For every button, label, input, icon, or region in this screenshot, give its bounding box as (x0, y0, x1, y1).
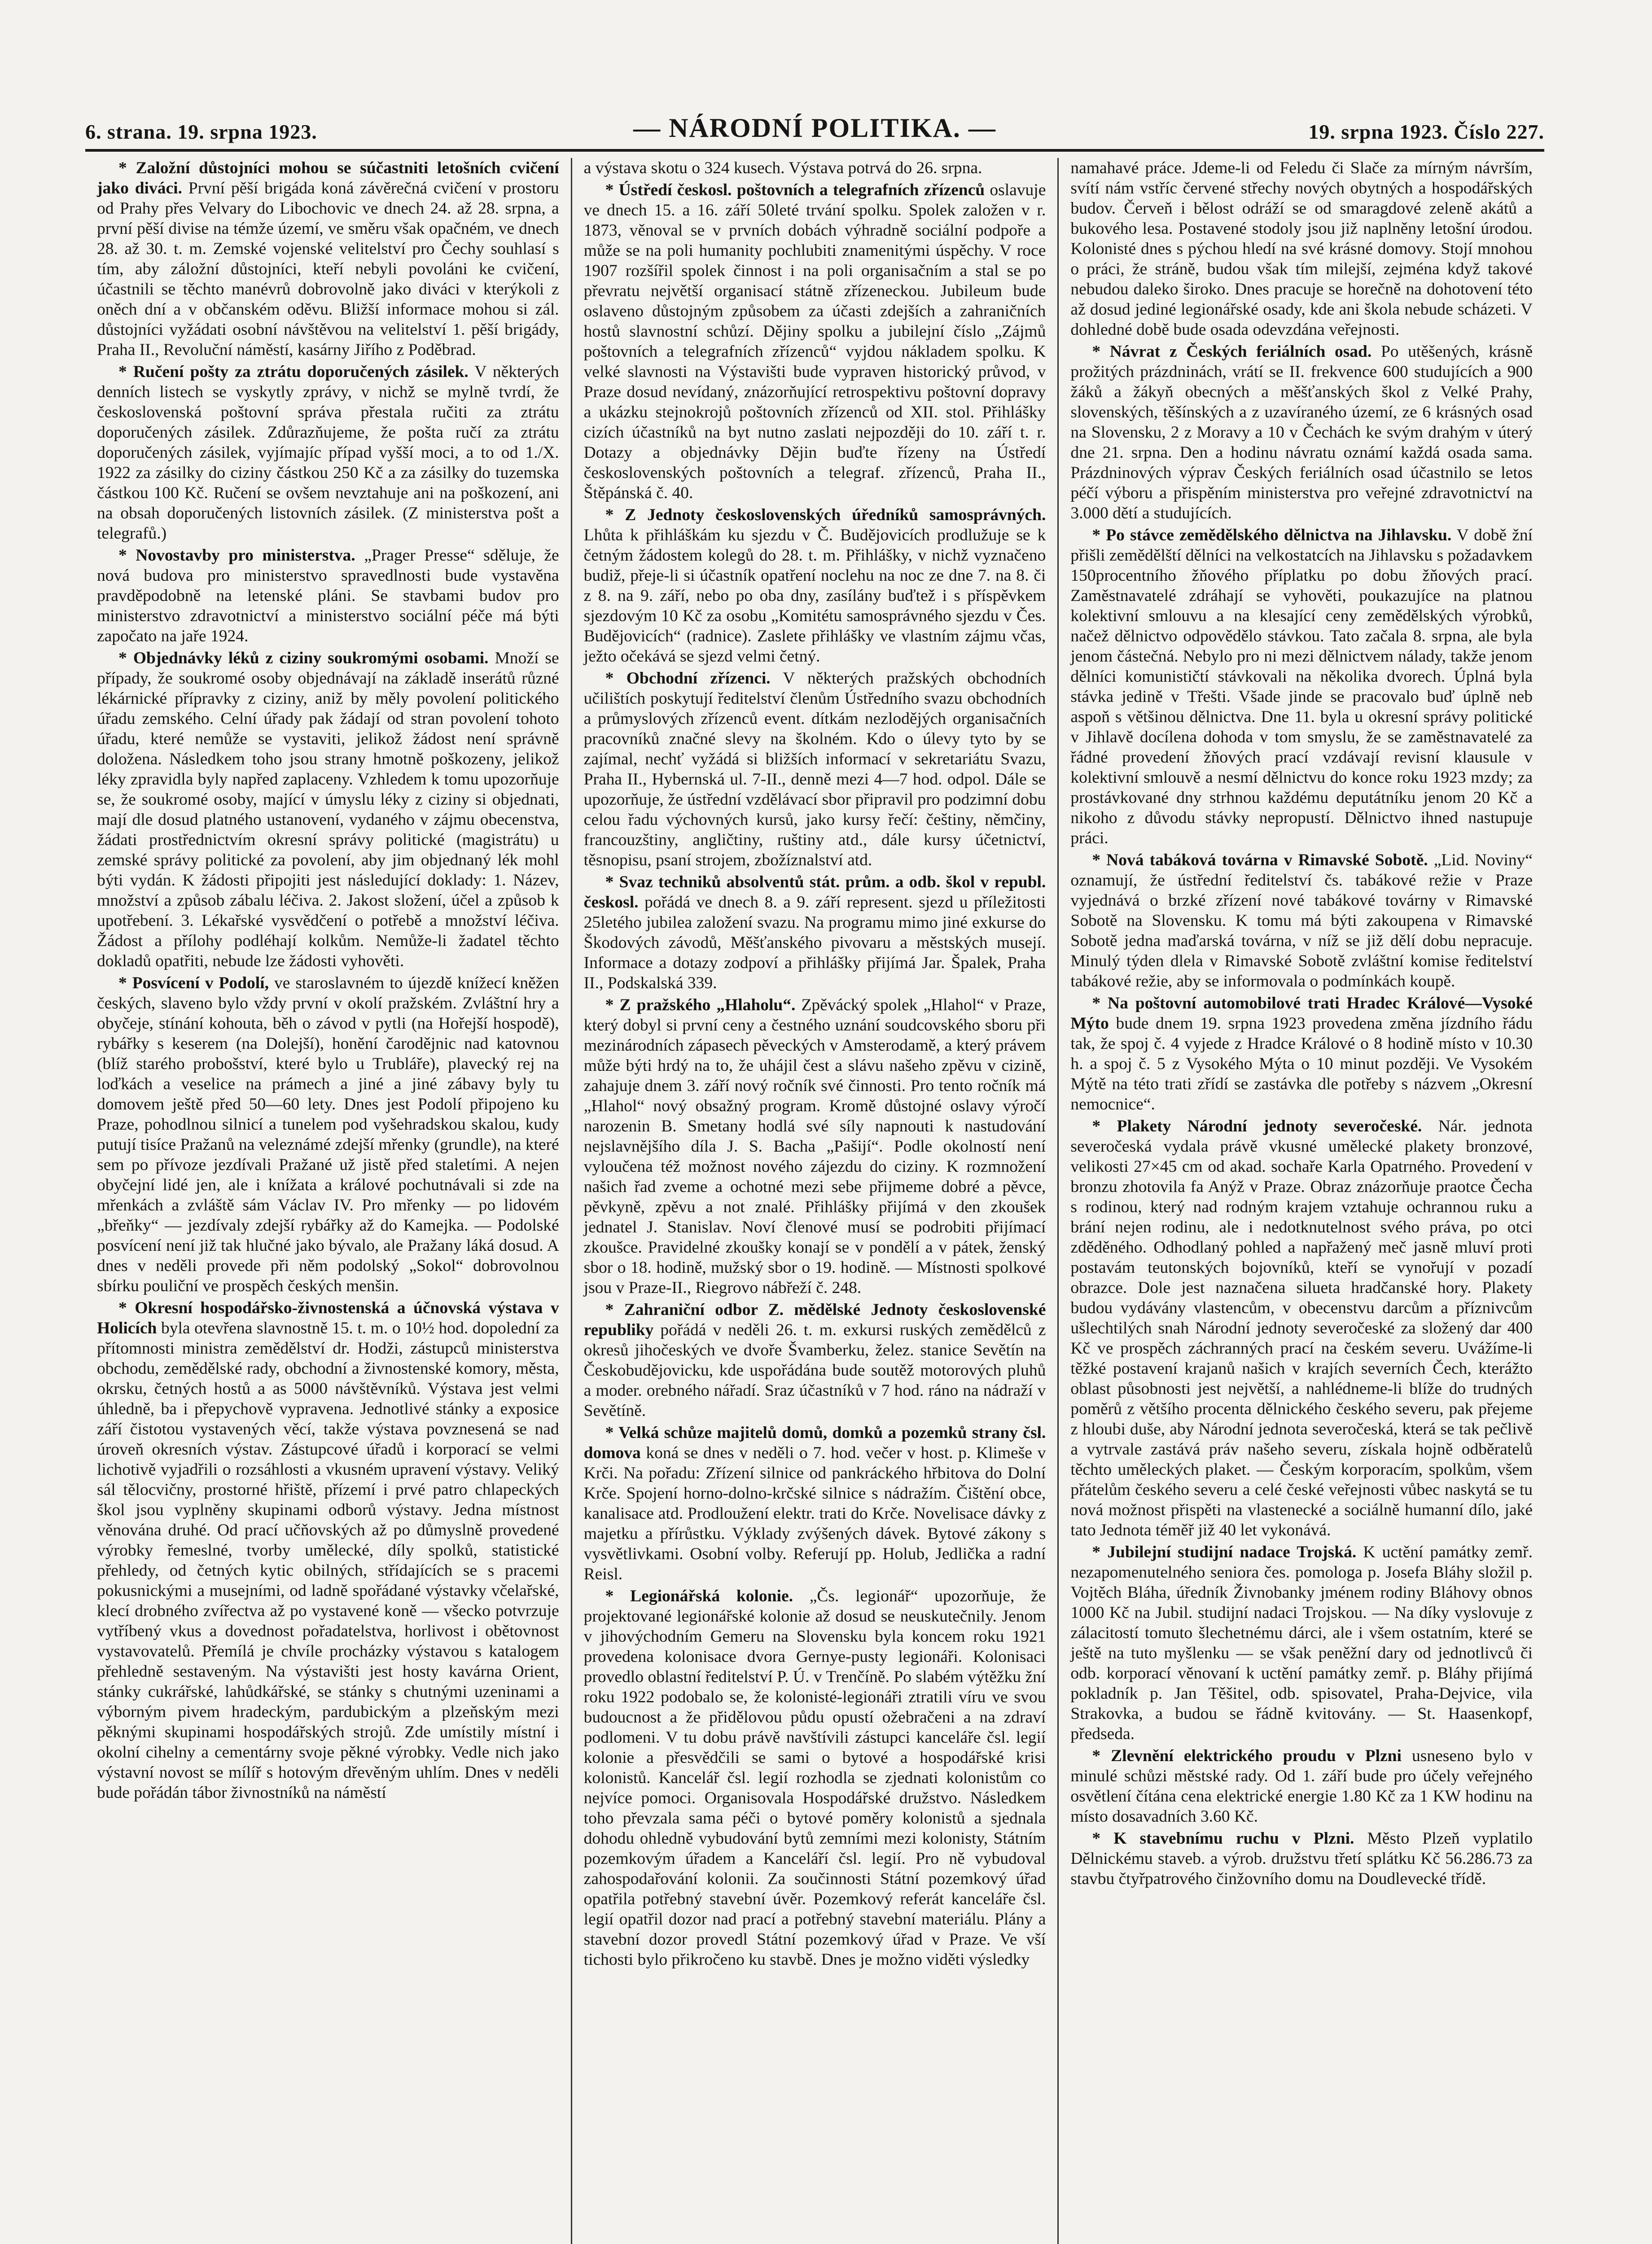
article-body: Zpěvácký spolek „Hlahol“ v Praze, který dobyl si první ceny a čestného uznání soudcovského sboru při mezinárodních zápasech pěveckých v Amsterodamě, a který právem může býti hrdý na to, že uhájil čest a slávu našeho zpěvu v cizině, zahajuje dnem 3. září nový ročník své činnosti. Pro tento ročník má „Hlahol“ nový obsažný program. Kromě důstojné oslavy výročí narozenin B. Smetany hodlá své síly napnouti k nastudování nejslavnějšího díla J. S. Bacha „Pašijí“. Podle okolností není vyloučena též možnost nového zájezdu do ciziny. K rozmnožení našich řad zveme a ochotné mezi sebe přijmeme dobré a pěvce, pěvkyně, zpěvu a not znalé. Přihlášky přijímá v den zkoušek jednatel J. Stanislav. Noví členové musí se podrobiti přijímací zkoušce. Pravidelné zkoušky konají se v pondělí a v pátek, ženský sbor o 18. hodině, mužský sbor o 19. hodině. — Místnosti spolkové jsou v Praze-II., Riegrovo nábřeží č. 248. (583, 996, 1046, 1297)
article-body: pořádá ve dnech 8. a 9. září represent. sjezd u příležitosti 25letého jubilea založení svazu. Na programu mimo jiné exkurse do Škodových závodů, Měšťanského pivovaru a městských musejí. Informace a dotazy zodpoví a přihlášky přijímá Jar. Špalek, Praha II., Podskalská 339. (583, 893, 1046, 992)
article-headline: Jubilejní studijní nadace Trojská. (1107, 1543, 1357, 1561)
article-body: oslavuje ve dnech 15. a 16. září 50leté trvání spolku. Spolek založen v r. 1873, věnoval se v prvních dobách výhradně sociální podpoře a může se na poli humanity pochlubiti znamenitými úspěchy. V roce 1907 rozšířil spolek činnost i na poli organisačním a stal se po převratu největší organisací státně zřízeneckou. Jubileum bude oslaveno důstojným způsobem za účasti zdejších a zahraničních hostů slavnostní schůzí. Dějiny spolku a jubilejní číslo „Zájmů poštovních a telegrafních zřízenců“ vyjdou nákladem spolku. K velké slavnosti na Výstavišti bude vypraven historický průvod, v Praze dosud nevídaný, znázorňující retrospektivu poštovní dopravy a ukázku stejnokrojů poštovních zřízenců od XII. stol. Přihlášky cizích účastníků na byt nutno zaslati nejpozději do 10. září t. r. Dotazy a objednávky Dějin buďte řízeny na Ústředí československých poštovních a telegraf. zřízenců, Praha II., Štěpánská č. 40. (583, 181, 1046, 502)
masthead (85, 103, 1544, 152)
article-headline: Objednávky léků z ciziny soukromými osobami. (133, 649, 489, 667)
bullet-star-icon: * (118, 1299, 135, 1317)
article-body: a výstava skotu o 324 kusech. Výstava potrvá do 26. srpna. (583, 159, 982, 177)
article-body: Lhůta k přihláškám ku sjezdu v Č. Budějovicích prodlužuje se k četným žádostem kolegů do 28. t. m. Přihlášky, v nichž vyznačeno budiž, přeje-li si účastník opatření noclehu na noc ze dne 7. na 8. či z 8. na 9. září, nebo po oba dny, zasílány buďtež i s příspěvkem sjezdovým 10 Kč za osobu „Komitétu samosprávného sjezdu v Čes. Budějovicích“ (radnice). Zaslete přihlášky ve vlastním zájmu včas, ježto očekává se sjezd velmi četný. (583, 526, 1046, 666)
article (1070, 993, 1533, 1114)
article (584, 1423, 1046, 1584)
article-body: byla otevřena slavnostně 15. t. m. o 10½ hod. dopolední za přítomnosti ministra zemědělství dr. Hodži, zástupců ministerstva obchodu, zemědělské rady, obchodní a živnostenské komory, města, okrsku, četných hostů a as 5000 návštěvníků. Výstava jest velmi úhledně, ba i přepychově vypravena. Jednotlivé stánky a exposice září čistotou vystavených věcí, takže výstava povznesená se nad úroveň okresních výstav. Zástupcové úřadů i korporací se velmi lichotivě vyjadřili o rozsáhlosti a vkusném upravení výstavy. Veliký sál tělocvičny, prostorné hřiště, přízemí i prvé patro chlapeckých škol jsou vyplněny skupinami odborů výstavy. Jedna místnost věnována druhé. Od prací učňovských až po důmyslně provedené výrobky řemeslné, tvorby umělecké, díly spolků, statistické přehledy, od četných kytic obilných, střídajících se s pracemi pokusnickými a musejními, od ladně spořádané výstavky včelařské, klecí drobného zvířectva až po vystavené koně — všecko potvrzuje vytříbený vkus a dovednost pořadatelstva, horlivost i obětovnost vystavovatelů. Přemílá je chvíle procházky výstavou s katalogem přehledně sestaveným. Na výstavišti jest hosty kavárna Orient, stánky cukrářské, lahůdkářské, se stánky s chutnými uzeninami a výborným pivem hradeckým, pardubickým a plzeňským mezi pěknými skupinami hospodářských strojů. Zde umístily místní i okolní cihelny a cementárny svoje pěkné výrobky. Vedle nich jako výstavní novost se mílíř s hotovým dřevěným uhlím. Dnes v neděli bude pořádán tábor živnostníků na náměstí (97, 1319, 559, 1802)
bullet-star-icon: * (118, 974, 132, 992)
article-body: pořádá v neděli 26. t. m. exkursi ruských zemědělců z okresů jihočeských ve dvoře Švamberku, želez. stanice Sevětín na Českobudějovicku, kde uspořádána bude soutěž motorových pluhů a moder. orebného nářadí. Sraz účastníků v 7 hod. ráno na nádraží v Sevětíně. (583, 1321, 1046, 1420)
bullet-star-icon: * (118, 159, 136, 177)
article-body: „Prager Presse“ sděluje, že nová budova pro ministerstvo spravedlnosti bude vystavěna pravděpodobně na letenské pláni. Se stavbami budov pro ministerstvo zdravotnictví a ministerstvo sociální péče má býti započato na jaře 1924. (97, 546, 559, 645)
article-headline: Nová tabáková továrna v Rimavské Sobotě. (1106, 851, 1428, 869)
article (97, 362, 559, 543)
bullet-star-icon: * (605, 1587, 631, 1605)
bullet-star-icon: * (605, 181, 619, 199)
article-headline: Zlevnění elektrického proudu v Plzni (1111, 1747, 1402, 1765)
article-body: Město Plzeň vyplatilo Dělnickému staveb. a výrob. družstvu třetí splátku Kč 56.286.73 za stavbu čtyřpatrového činžovního domu na Doudlevecké třídě. (1070, 1829, 1533, 1888)
article (1070, 1116, 1533, 1540)
bullet-star-icon: * (118, 546, 136, 565)
article-body: bude dnem 19. srpna 1923 provedena změna jízdního řádu tak, že spoj č. 4 vyjede z Hradce Králové o 8 hodině místo v 10.30 h. a spoj č. 5 z Vysokého Mýta o 10 minut později. Ve Vysokém Mýtě na této trati zřídí se zastávka dle potřeby s názvem „Okresní nemocnice“. (1070, 1014, 1533, 1113)
article (584, 180, 1046, 503)
article-body: Množí se případy, že soukromé osoby objednávají na základě inserátů různé lékárnické přípravky z ciziny, aniž by měly povolení politického úřadu zemského. Celní úřady pak žádají od stran povolení tohoto úřadu, které nemůže se vystaviti, jelikož žádost není správně doložena. Následkem toho jsou strany hmotně poškozeny, jelikož léky zpravidla byly napřed zaplaceny. Vzhledem k tomu upozorňuje se, že soukromé osoby, mající v úmyslu léky z ciziny si objednati, mají dle dosud platného ustanovení, vydaného v zájmu obecenstva, žádati prostřednictvím okresní správy politické (magistrátu) u zemské správy politické za povolení, aby jim objednaný lék mohl býti vydán. K žádosti připojiti jest následující doklady: 1. Název, množství a způsob zábalu léčiva. 2. Jakost složení, účel a způsob k upotřebení. 3. Lékařské vysvědčení o potřebě a množství léčiva. Žádost a přílohy podléhají kolkům. Nemůže-li žadatel těchto dokladů opatřiti, nebude lze žádosti vyhověti. (97, 649, 559, 970)
article (97, 545, 559, 646)
article-headline: Posvícení v Podolí, (132, 974, 269, 992)
article-headline: K stavebnímu ruchu v Plzni. (1113, 1829, 1354, 1848)
article-body: koná se dnes v neděli o 7. hod. večer v host. p. Klimeše v Krči. Na pořadu: Zřízení silnice od pankráckého hřbitova do Dolní Krče. Spojení horno-dolno-krčské silnice s nádražím. Čištění obce, kanalisace atd. Prodloužení elektr. trati do Krče. Novelisace dávky z majetku a přírůstku. Výklady zvýšených dávek. Bytové zákony s vysvětlivkami. Osobní volby. Referují pp. Holub, Jedlička a radní Reisl. (583, 1444, 1046, 1583)
article-body: namahavé práce. Jdeme-li od Feledu či Slače za mírným návrším, svítí nám vstříc červené střechy nových obytných a hospodářských budov. Červeň i bělost odráží se od smaragdové zeleně akátů a bukového lesa. Postavené stodoly jsou již naplněny letošní úrodou. Kolonisté dnes s pýchou hledí na své krásné domovy. Stojí mnohou o práci, že stráně, budou však tím milejší, zejména když takové nebudou daleko široko. Dnes pracuje se horečně na dohotovení této až dosud jediné legionářské osady, kde ani škola nebude scházeti. V dohledné době bude osada odevzdána veřejnosti. (1070, 159, 1533, 339)
bullet-star-icon: * (605, 996, 620, 1014)
bullet-star-icon: * (1092, 1117, 1117, 1135)
article (584, 1586, 1046, 1970)
article-headline: Novostavby pro ministerstva. (136, 546, 355, 565)
article (584, 995, 1046, 1298)
article-body: V některých pražských obchodních učilištích poskytují ředitelství členům Ústředního svazu obchodních a průmyslových zřízenců event. dítkám nezlodějých organisačních pracovníků značné slevy na školném. Kdo o úlevy tyto by se zajímal, nechť vyžádá si bližších informací v sekretariátu Svazu, Praha II., Hybernská ul. 7-II., denně mezi 4—7 hod. odpol. Dále se upozorňuje, že ústřední vzdělávací sbor připravil pro podzimní dobu celou řadu výchovných kursů, jako kursy řečí: češtiny, němčiny, francouzštiny, angličtiny, ruštiny atd., dále kursy účetnictví, těsnopisu, psaní strojem, zbožíznalství atd. (583, 669, 1046, 869)
article-headline: Ústředí českosl. poštovních a telegrafních zřízenců (618, 181, 985, 199)
bullet-star-icon: * (1092, 342, 1110, 361)
article (1070, 1828, 1533, 1889)
article-headline: Návrat z Českých feriálních osad. (1109, 342, 1372, 361)
article-body: „Lid. Noviny“ oznamují, že ústřední ředitelství čs. tabákové režie v Praze vyjednává o brzké zřízení nové tabákové továrny v Rimavské Sobotě na Slovensku. K tomu má býti zakoupena v Rimavské Sobotě jedna maďarská továrna, v níž se již dělí dobu nepracuje. Minulý týden dlela v Rimavské Sobotě zvláštní komise ředitelství tabákové režie, aby se informovala o podmínkách koupě. (1070, 851, 1533, 991)
article (1070, 850, 1533, 991)
article (1070, 1542, 1533, 1744)
bullet-star-icon: * (1092, 1543, 1108, 1561)
article (1070, 158, 1533, 340)
article (97, 158, 559, 360)
article-headline: Na poštovní automobilové trati Hradec Králové—Vysoké Mýto (1070, 994, 1533, 1033)
bullet-star-icon: * (1092, 526, 1106, 544)
bullet-star-icon: * (1092, 1747, 1111, 1765)
article-body: ve staroslavném to újezdě knížecí kněžen českých, slaveno bylo vždy první v okolí pražském. Zvláštní hry a obyčeje, stínání kohouta, běh o závod v pytli (na Hořejší hospodě), rybářky s keserem (na Dolejší), honění čarodějnic nad katovnou (blíž starého probošství, které bylo u Trubláře), plavecký rej na loďkách a veselice na prámech a jiné a jiné zábavy byly tu domovem ještě před 50—60 lety. Dnes jest Podolí připojeno ku Praze, pohodlnou silnicí a tunelem pod vyšehradskou skalou, kudy putují tisíce Pražanů na veleznámé zdejší mřenky (grundle), na které sem po přívoze jezdívali Pražané už jistě před staletími. A nejen obyčejní lidé jen, ale i knížata a králové pochutnávali si zde na mřenkách a zvláště sám Václav IV. Pro mřenky — po lidovém „břeňky“ — jezdívaly zdejší rybářky až do Kamejka. — Podolské posvícení není již tak hlučné jako bývalo, ale Pražany láká dosud. A dnes v neděli provede při něm podolský „Sokol“ dobrovolnou sbírku pouliční ve prospěch českých menšin. (97, 974, 559, 1295)
article-headline: Okresní hospodářsko-živnostenská a účnovská výstava v Holicích (97, 1299, 559, 1337)
bullet-star-icon: * (118, 363, 133, 381)
bullet-star-icon: * (605, 1301, 624, 1319)
bullet-star-icon: * (605, 1424, 619, 1442)
bullet-star-icon: * (605, 873, 619, 891)
column-1 (85, 158, 571, 2244)
page-date-left: 6. strana. 19. srpna 1923. (85, 120, 317, 143)
article (97, 973, 559, 1296)
article-body: usneseno bylo v minulé schůzi městské rady. Od 1. září bude pro účely veřejného osvětlení čítána cena elektrické energie 1.80 Kč za 1 KW hodinu na místo dosavadních 3.60 Kč. (1070, 1747, 1533, 1826)
article-headline: Z Jednoty československých úředníků samosprávných. (625, 506, 1046, 524)
article-headline: Zahraniční odbor Z. mědělské Jednoty československé republiky (583, 1301, 1046, 1339)
article-headline: Velká schůze majitelů domů, domků a pozemků strany čsl. domova (583, 1424, 1046, 1462)
text-columns (85, 158, 1544, 2244)
article (584, 1300, 1046, 1421)
bullet-star-icon: * (605, 669, 627, 688)
article-headline: Obchodní zřízenci. (626, 669, 771, 688)
article (1070, 1746, 1533, 1827)
column-3 (1057, 158, 1544, 2244)
column-2 (571, 158, 1058, 2244)
article (584, 872, 1046, 993)
article-headline: Založní důstojníci mohou se súčastniti letošních cvičení jako diváci. (97, 159, 559, 197)
article (1070, 342, 1533, 523)
article (1070, 525, 1533, 848)
article (584, 505, 1046, 666)
article (584, 158, 1046, 178)
article-body: První pěší brigáda koná závěrečná cvičení v prostoru od Prahy přes Velvary do Libochovic ve dnech 24. až 28. srpna, a první pěší divise na témže území, ve směru však opačném, ve dnech 28. až 30. t. m. Zemské vojenské velitelství pro Čechy souhlasí s tím, aby záložní důstojníci, kteří nebyli povoláni ke cvičení, účastnili se těchto manévrů dobrovolně jako diváci v kterýkoli z oněch dní a v občanském oděvu. Bližší informace mohou si zál. důstojníci vyžádati osobní návštěvou na velitelství 1. pěší brigády, Praha II., Revoluční náměstí, kasárny Jiřího z Poděbrad. (97, 179, 559, 359)
article-body: „Čs. legionář“ upozorňuje, že projektované legionářské kolonie až dosud se neuskutečnily. Jenom v jihovýchodním Gemeru na Slovensku byla koncem roku 1921 provedena kolonisace dvora Gernye-pusty legionáři. Kolonisaci provedlo oblastní ředitelství P. Ú. v Trenčíně. Po slabém výtěžku žní roku 1922 podobalo se, že kolonisté-legionáři ztratili víru ve svou budoucnost a že přidělovou půdu opustí ožebračeni a na zdraví podlomeni. V tu dobu právě navštívili zástupci kanceláře čsl. legií kolonie a přesvědčili se sami o bytové a hospodářské krisi kolonistů. Kancelář čsl. legií rozhodla se zjednati kolonistům co nejvíce pomoci. Organisovala Hospodářské družstvo. Následkem toho převzala sama péči o bytové poměry kolonistů a sjednala dohodu ohledně vybudování bytů zemními mezi kolonisty, Státním pozemkovým úřadem a Kanceláří čsl. legií. Pro ně vybudoval zahospodařování kolonii. Za součinnosti Státní pozemkový úřad opatřila potřebný stavební úvěr. Pozemkový referát kanceláře čsl. legií opatřil dozor nad prací a potřebný stavební materiálu. Plány a stavební dozor provedl Státní pozemkový úřad v Praze. Ve vší tichosti bylo přikročeno ku stavbě. Dnes je možno viděti výsledky (583, 1587, 1046, 1969)
bullet-star-icon: * (1092, 994, 1108, 1012)
article (97, 1298, 559, 1803)
article-body: V době žní přišli zemědělští dělníci na velkostatcích na Jihlavsku s požadavkem 150procentního žňového příplatku po dobu žňových prací. Zaměstnavatelé zdráhají se vyhověti, poukazujíce na platnou kolektivní smlouvu a na klesající ceny zemědělských výrobků, načež dělnictvo odpovědělo stávkou. Tato začala 8. srpna, ale byla jenom částečná. Nebylo pro ni mezi dělnictvem nálady, takže jenom dělníci komunističtí stávkovali na několika dvorech. Úplná byla stávka jedině v Třešti. Všade jinde se pracovalo buď úplně neb aspoň s většinou dělnictva. Dne 11. byla u okresní správy politické v Jihlavě docílena dohoda v tom smyslu, že se zaměstnavatelé za řádné provedení žňových prací vzdávají revisní klausule v kolektivní smlouvě a nesmí dělnictvu do konce roku 1923 mzdy; za prostávkované dny strhnou každému deputátníku jenom 20 Kč a nikoho z důvodu stávky nepropustí. Dělnictvo ihned nastupuje práci. (1070, 526, 1533, 847)
article-body: Nár. jednota severočeská vydala právě vkusné umělecké plakety bronzové, velikosti 27×45 cm od akad. sochaře Karla Opatrného. Provedení v bronzu zhotovila fa Anýž v Praze. Obraz znázorňuje praotce Čecha s rodinou, který nad rodným krajem vztahuje ochrannou ruku a brání nejen rodinu, ale i nedotknutelnost svého práva, po otci zděděného. Odhodlaný pohled a napřažený meč jasně mluví proti postavám teutonských bojovníků, kteří se vynořují v pozadí obrazce. Dole jest naznačena silueta hradčanské hory. Plakety budou vydávány vlastencům, v obecenstvu darcům a příznivcům ušlechtilých snah Národní jednoty severočeské za složený dar 400 Kč ve prospěch záchranných prací na českém severu. Uvážíme-li těžké postavení krajanů našich v krajích severních Čech, kterážto oblast působnosti jest největší, a nahlédneme-li blíže do trudných poměrů z většího procenta dělnického českého severu, pak přejeme z hloubi duše, aby Národní jednota severočeská, která se tak pečlivě a vytrvale zastává práv našeho severu, získala hojně odběratelů těchto uměleckých plaket. — Českým korporacím, spolkům, všem přátelům českého severu a celé české veřejnosti vůbec naskytá se tu nová možnost přispěti na vlastenecké a sociálně humanní dílo, jaké tato Jednota téměř již 40 let vykonává. (1070, 1117, 1533, 1539)
article-body: Po utěšených, krásně prožitých prázdninách, vrátí se II. frekvence 600 studujících a 900 žáků a žákyň obecných a měšťanských škol z Velké Prahy, slovenských, těšínských a z uzavíraného území, ze 6 krásných osad na Slovensku, 2 z Moravy a 10 v Čechách ke svým drahým v úterý dne 21. srpna. Den a hodinu návratu oznámí každá osada sama. Prázdninových výprav Českých feriálních osad účastnilo se letos péčí výboru a přispěním ministerstva pro veřejné zdravotnictví na 3.000 dětí a studujících. (1070, 342, 1533, 522)
article-headline: Legionářská kolonie. (630, 1587, 793, 1605)
bullet-star-icon: * (605, 506, 625, 524)
article-headline: Plakety Národní jednoty severočeské. (1117, 1117, 1422, 1135)
article-headline: Svaz techniků absolventů stát. prům. a odb. škol v republ. českosl. (583, 873, 1046, 912)
bullet-star-icon: * (1092, 851, 1107, 869)
article-body: K uctění památky zemř. nezapomenutelného seniora čes. pomologa p. Josefa Bláhy složil p. Vojtěch Bláha, úředník Živnobanky jménem rodiny Bláhovy obnos 1000 Kč na Jubil. studijní nadaci Trojskou. — Na díky vyslovuje z zálacitostí tomuto šlechetnému dárci, ale i všem ostatním, které se ještě na tuto myšlenku — se však peněžní dary od jednotlivců či odb. korporací věnovaní k uctění památky zemř. p. Bláhy přijímá pokladník p. Jan Těšitel, odb. spisovatel, Praha-Dejvice, vila Strakovka, a budou se řádně kvitovány. — St. Haasenkopf, předseda. (1070, 1543, 1533, 1743)
article-headline: Po stávce zemědělského dělnictva na Jihlavsku. (1106, 526, 1452, 544)
newspaper-title: — NÁRODNÍ POLITIKA. — (633, 113, 996, 143)
article (97, 648, 559, 971)
article-headline: Z pražského „Hlaholu“. (619, 996, 796, 1014)
bullet-star-icon: * (1092, 1829, 1114, 1848)
article (584, 668, 1046, 870)
article-body: V některých denních listech se vyskytly zprávy, v nichž se mylně tvrdí, že československá poštovní správa přestala ručiti za ztrátu doporučených zásilek. Zdůrazňujeme, že pošta ručí za ztrátu doporučených zásilek, vyjímajíc případ vyšší moci, a to od 1./X. 1922 za zásilky do ciziny částkou 250 Kč a za zásilky do tuzemska částkou 100 Kč. Ručení se ovšem nevztahuje ani na poškození, ani na obsah doporučených listovních zásilek. (Z ministerstva pošt a telegrafů.) (97, 363, 559, 543)
issue-number-right: 19. srpna 1923. Číslo 227. (1308, 120, 1544, 143)
article-headline: Ručení pošty za ztrátu doporučených zásilek. (133, 363, 469, 381)
bullet-star-icon: * (118, 649, 133, 667)
